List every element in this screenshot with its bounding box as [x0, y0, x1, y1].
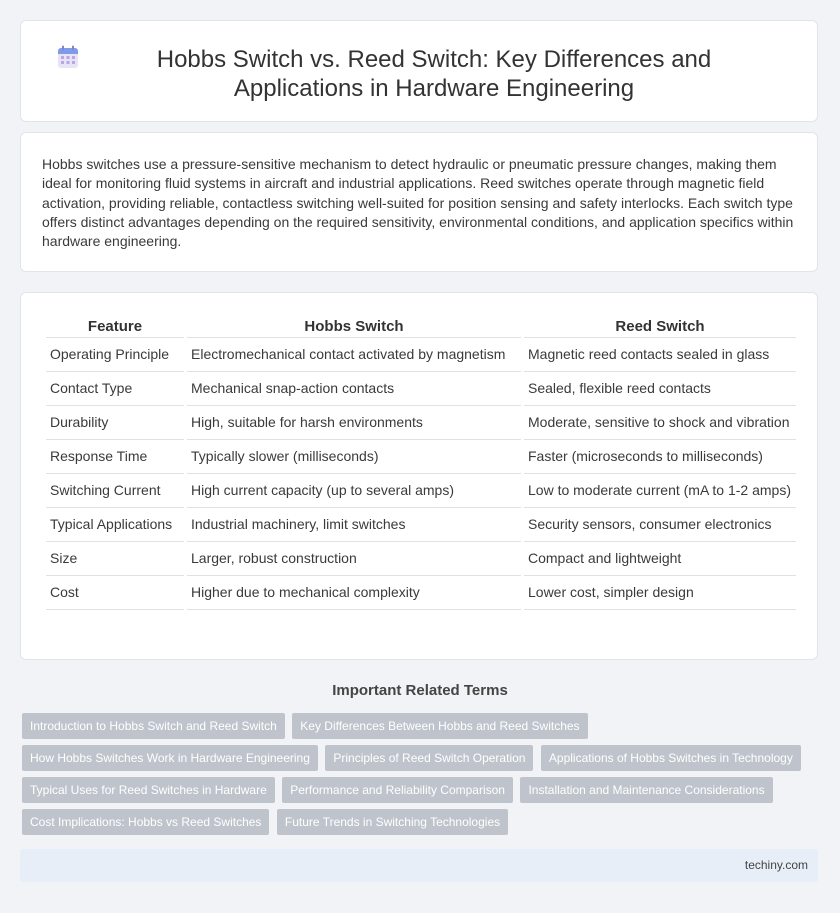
related-terms-list [22, 713, 812, 841]
table-row [46, 440, 796, 474]
reed-cell: Faster (microseconds to milliseconds) [524, 440, 796, 474]
reed-cell: Low to moderate current (mA to 1-2 amps) [524, 474, 796, 508]
comparison-table [43, 315, 799, 610]
related-term-tag[interactable]: Typical Uses for Reed Switches in Hardware [22, 777, 275, 803]
feature-cell: Operating Principle [46, 338, 184, 372]
related-term-tag[interactable]: Key Differences Between Hobbs and Reed Switches [292, 713, 587, 739]
related-term-tag[interactable]: Cost Implications: Hobbs vs Reed Switches [22, 809, 269, 835]
header-hobbs: Hobbs Switch [187, 315, 521, 338]
hobbs-cell: Electromechanical contact activated by magnetism [187, 338, 521, 372]
feature-cell: Contact Type [46, 372, 184, 406]
footer [20, 849, 818, 882]
reed-cell: Compact and lightweight [524, 542, 796, 576]
related-term-tag[interactable]: Future Trends in Switching Technologies [277, 809, 508, 835]
feature-cell: Typical Applications [46, 508, 184, 542]
table-row [46, 508, 796, 542]
related-term-tag[interactable]: How Hobbs Switches Work in Hardware Engineering [22, 745, 318, 771]
intro-card [20, 132, 818, 272]
header-reed: Reed Switch [524, 315, 796, 338]
hobbs-cell: Mechanical snap-action contacts [187, 372, 521, 406]
hobbs-cell: Typically slower (milliseconds) [187, 440, 521, 474]
reed-cell: Lower cost, simpler design [524, 576, 796, 610]
related-term-tag[interactable]: Introduction to Hobbs Switch and Reed Switch [22, 713, 285, 739]
reed-cell: Magnetic reed contacts sealed in glass [524, 338, 796, 372]
reed-cell: Sealed, flexible reed contacts [524, 372, 796, 406]
feature-cell: Cost [46, 576, 184, 610]
comparison-card [20, 292, 818, 660]
table-row [46, 542, 796, 576]
hobbs-cell: High current capacity (up to several amps) [187, 474, 521, 508]
hobbs-cell: Industrial machinery, limit switches [187, 508, 521, 542]
hobbs-cell: Larger, robust construction [187, 542, 521, 576]
table-header-row [46, 315, 796, 338]
related-terms-heading: Important Related Terms [332, 682, 508, 699]
title-card [20, 20, 818, 122]
header-feature: Feature [46, 315, 184, 338]
table-row [46, 576, 796, 610]
feature-cell: Response Time [46, 440, 184, 474]
related-term-tag[interactable]: Principles of Reed Switch Operation [325, 745, 533, 771]
table-row [46, 474, 796, 508]
related-term-tag[interactable]: Performance and Reliability Comparison [282, 777, 513, 803]
related-term-tag[interactable]: Applications of Hobbs Switches in Technology [541, 745, 801, 771]
feature-cell: Size [46, 542, 184, 576]
footer-site-link[interactable]: techiny.com [744, 858, 808, 872]
feature-cell: Switching Current [46, 474, 184, 508]
hobbs-cell: High, suitable for harsh environments [187, 406, 521, 440]
reed-cell: Moderate, sensitive to shock and vibration [524, 406, 796, 440]
feature-cell: Durability [46, 406, 184, 440]
table-row [46, 406, 796, 440]
hobbs-cell: Higher due to mechanical complexity [187, 576, 521, 610]
related-term-tag[interactable]: Installation and Maintenance Considerations [520, 777, 772, 803]
page-title: Hobbs Switch vs. Reed Switch: Key Differences and Applications in Hardware Engineering [156, 46, 712, 102]
intro-paragraph: Hobbs switches use a pressure-sensitive mechanism to detect hydraulic or pneumatic pressure changes, making them ideal for monitoring fluid systems in aircraft and industrial applications. Reed switches operate through magnetic field activation, providing reliable, contactless switching well-suited for position sensing and safety interlocks. Each switch type offers distinct advantages depending on the required sensitivity, environmental conditions, and application specifics within hardware engineering. [42, 156, 794, 250]
table-row [46, 372, 796, 406]
table-row [46, 338, 796, 372]
reed-cell: Security sensors, consumer electronics [524, 508, 796, 542]
